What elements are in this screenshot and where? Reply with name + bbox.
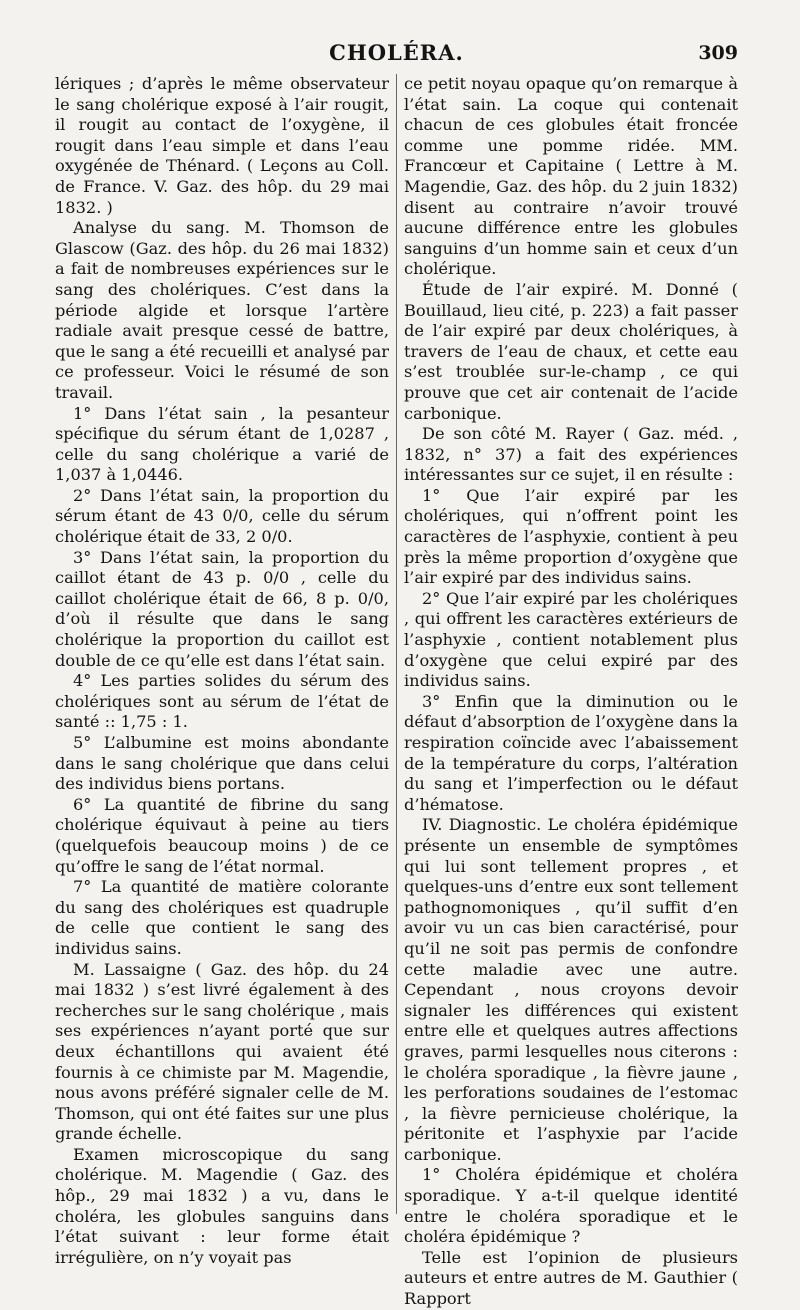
left-column — [55, 74, 389, 1268]
paragraph: 1° Que l’air expiré par les cholériques, qui n’offrent point les caractères de l’asphyxie, contient à peu près la même proportion d’oxygène que l’air expiré par des individus sains. — [404, 485, 738, 588]
paragraph: Telle est l’opinion de plusieurs auteurs et entre autres de M. Gauthier ( Rapport — [404, 1247, 738, 1309]
paragraph: Analyse du sang. M. Thomson de Glascow (Gaz. des hôp. du 26 mai 1832) a fait de nombreuses expériences sur le sang des cholériques. C’est dans la période algide et lorsque l’artère radiale avait presque cessé de battre, que le sang a été recueilli et analysé par ce professeur. Voici le résumé de son travail. — [55, 218, 389, 402]
paragraph: De son côté M. Rayer ( Gaz. méd. , 1832, n° 37) a fait des expériences intéressantes sur ce sujet, il en résulte : — [404, 424, 738, 485]
page-number: 309 — [698, 42, 738, 64]
paragraph: M. Lassaigne ( Gaz. des hôp. du 24 mai 1832 ) s’est livré également à des recherches sur le sang cholérique , mais ses expériences n’ayant porté que sur deux échantillons qui avaient été fournis à ce chimiste par M. Magendie, nous avons préféré signaler celle de M. Thomson, qui ont été faites sur une plus grande échelle. — [55, 959, 389, 1144]
paragraph: 6° La quantité de fibrine du sang cholérique équivaut à peine au tiers (quelquefois beaucoup moins ) de ce qu’offre le sang de l’état normal. — [55, 794, 389, 876]
paragraph: IV. Diagnostic. Le choléra épidémique présente un ensemble de symptômes qui lui sont tellement propres , et quelques-uns d’entre eux sont tellement pathognomoniques , qu’il suffit d’en avoir vu un cas bien caractérisé, pour qu’il ne soit pas permis de confondre cette maladie avec une autre. Cependant , nous croyons devoir signaler les différences qui existent entre elle et quelques autres affections graves, parmi lesquelles nous citerons : le choléra sporadique , la fièvre jaune , les perforations soudaines de l’estomac , la fièvre pernicieuse cholérique, la péritonite et l’asphyxie par l’acide carbonique. — [404, 815, 738, 1164]
paragraph: 3° Dans l’état sain, la proportion du caillot étant de 43 p. 0/0 , celle du caillot cholérique était de 66, 8 p. 0/0, d’où il résulte que dans le sang cholérique la proportion du caillot est double de ce qu’elle est dans l’état sain. — [55, 547, 389, 670]
paragraph: 1° Dans l’état sain , la pesanteur spécifique du sérum étant de 1,0287 , celle du sang cholérique a varié de 1,037 à 1,0446. — [55, 403, 389, 485]
paragraph: 3° Enfin que la diminution ou le défaut d’absorption de l’oxygène dans la respiration coïncide avec l’abaissement de la température du corps, l’altération du sang et l’imperfection ou le défaut d’hématose. — [404, 691, 738, 814]
paragraph: 2° Dans l’état sain, la proportion du sérum étant de 43 0/0, celle du sérum cholérique était de 33, 2 0/0. — [55, 485, 389, 547]
paragraph: 2° Que l’air expiré par les cholériques , qui offrent les caractères extérieurs de l’asphyxie , contient notablement plus d’oxygène que celui expiré par des individus sains. — [404, 588, 738, 691]
running-title: CHOLÉRA. — [329, 40, 464, 65]
paragraph: lériques ; d’après le même observateur le sang cholérique exposé à l’air rougit, il rougit au contact de l’oxygène, il rougit dans l’eau simple et dans l’eau oxygénée de Thénard. ( Leçons au Coll. de France. V. Gaz. des hôp. du 29 mai 1832. ) — [55, 74, 389, 217]
paragraph: 1° Choléra épidémique et choléra sporadique. Y a-t-il quelque identité entre le choléra sporadique et le choléra épidémique ? — [404, 1165, 738, 1247]
column-divider — [396, 74, 397, 1214]
paragraph: 5° L’albumine est moins abondante dans le sang cholérique que dans celui des individus biens portans. — [55, 733, 389, 794]
paragraph: Examen microscopique du sang cholérique. M. Magendie ( Gaz. des hôp., 29 mai 1832 ) a vu, dans le choléra, les globules sanguins dans l’état suivant : leur forme était irrégulière, on n’y voyait pas — [55, 1144, 389, 1267]
paragraph: Étude de l’air expiré. M. Donné ( Bouillaud, lieu cité, p. 223) a fait passer de l’air expiré par deux cholériques, à travers de l’eau de chaux, et cette eau s’est troublée sur-le-champ , ce qui prouve que cet air contenait de l’acide carbonique. — [404, 279, 738, 423]
text-columns — [55, 74, 738, 1309]
page-header — [55, 40, 738, 74]
right-column — [404, 74, 738, 1310]
paragraph: 4° Les parties solides du sérum des cholériques sont au sérum de l’état de santé :: 1,75 : 1. — [55, 671, 389, 732]
paragraph: ce petit noyau opaque qu’on remarque à l’état sain. La coque qui contenait chacun de ces globules était froncée comme une pomme ridée. MM. Francœur et Capitaine ( Lettre à M. Magendie, Gaz. des hôp. du 2 juin 1832) disent au contraire n’avoir trouvé aucune différence entre les globules sanguins d’un homme sain et ceux d’un cholérique. — [404, 74, 738, 279]
paragraph: 7° La quantité de matière colorante du sang des cholériques est quadruple de celle que contient le sang des individus sains. — [55, 877, 389, 958]
